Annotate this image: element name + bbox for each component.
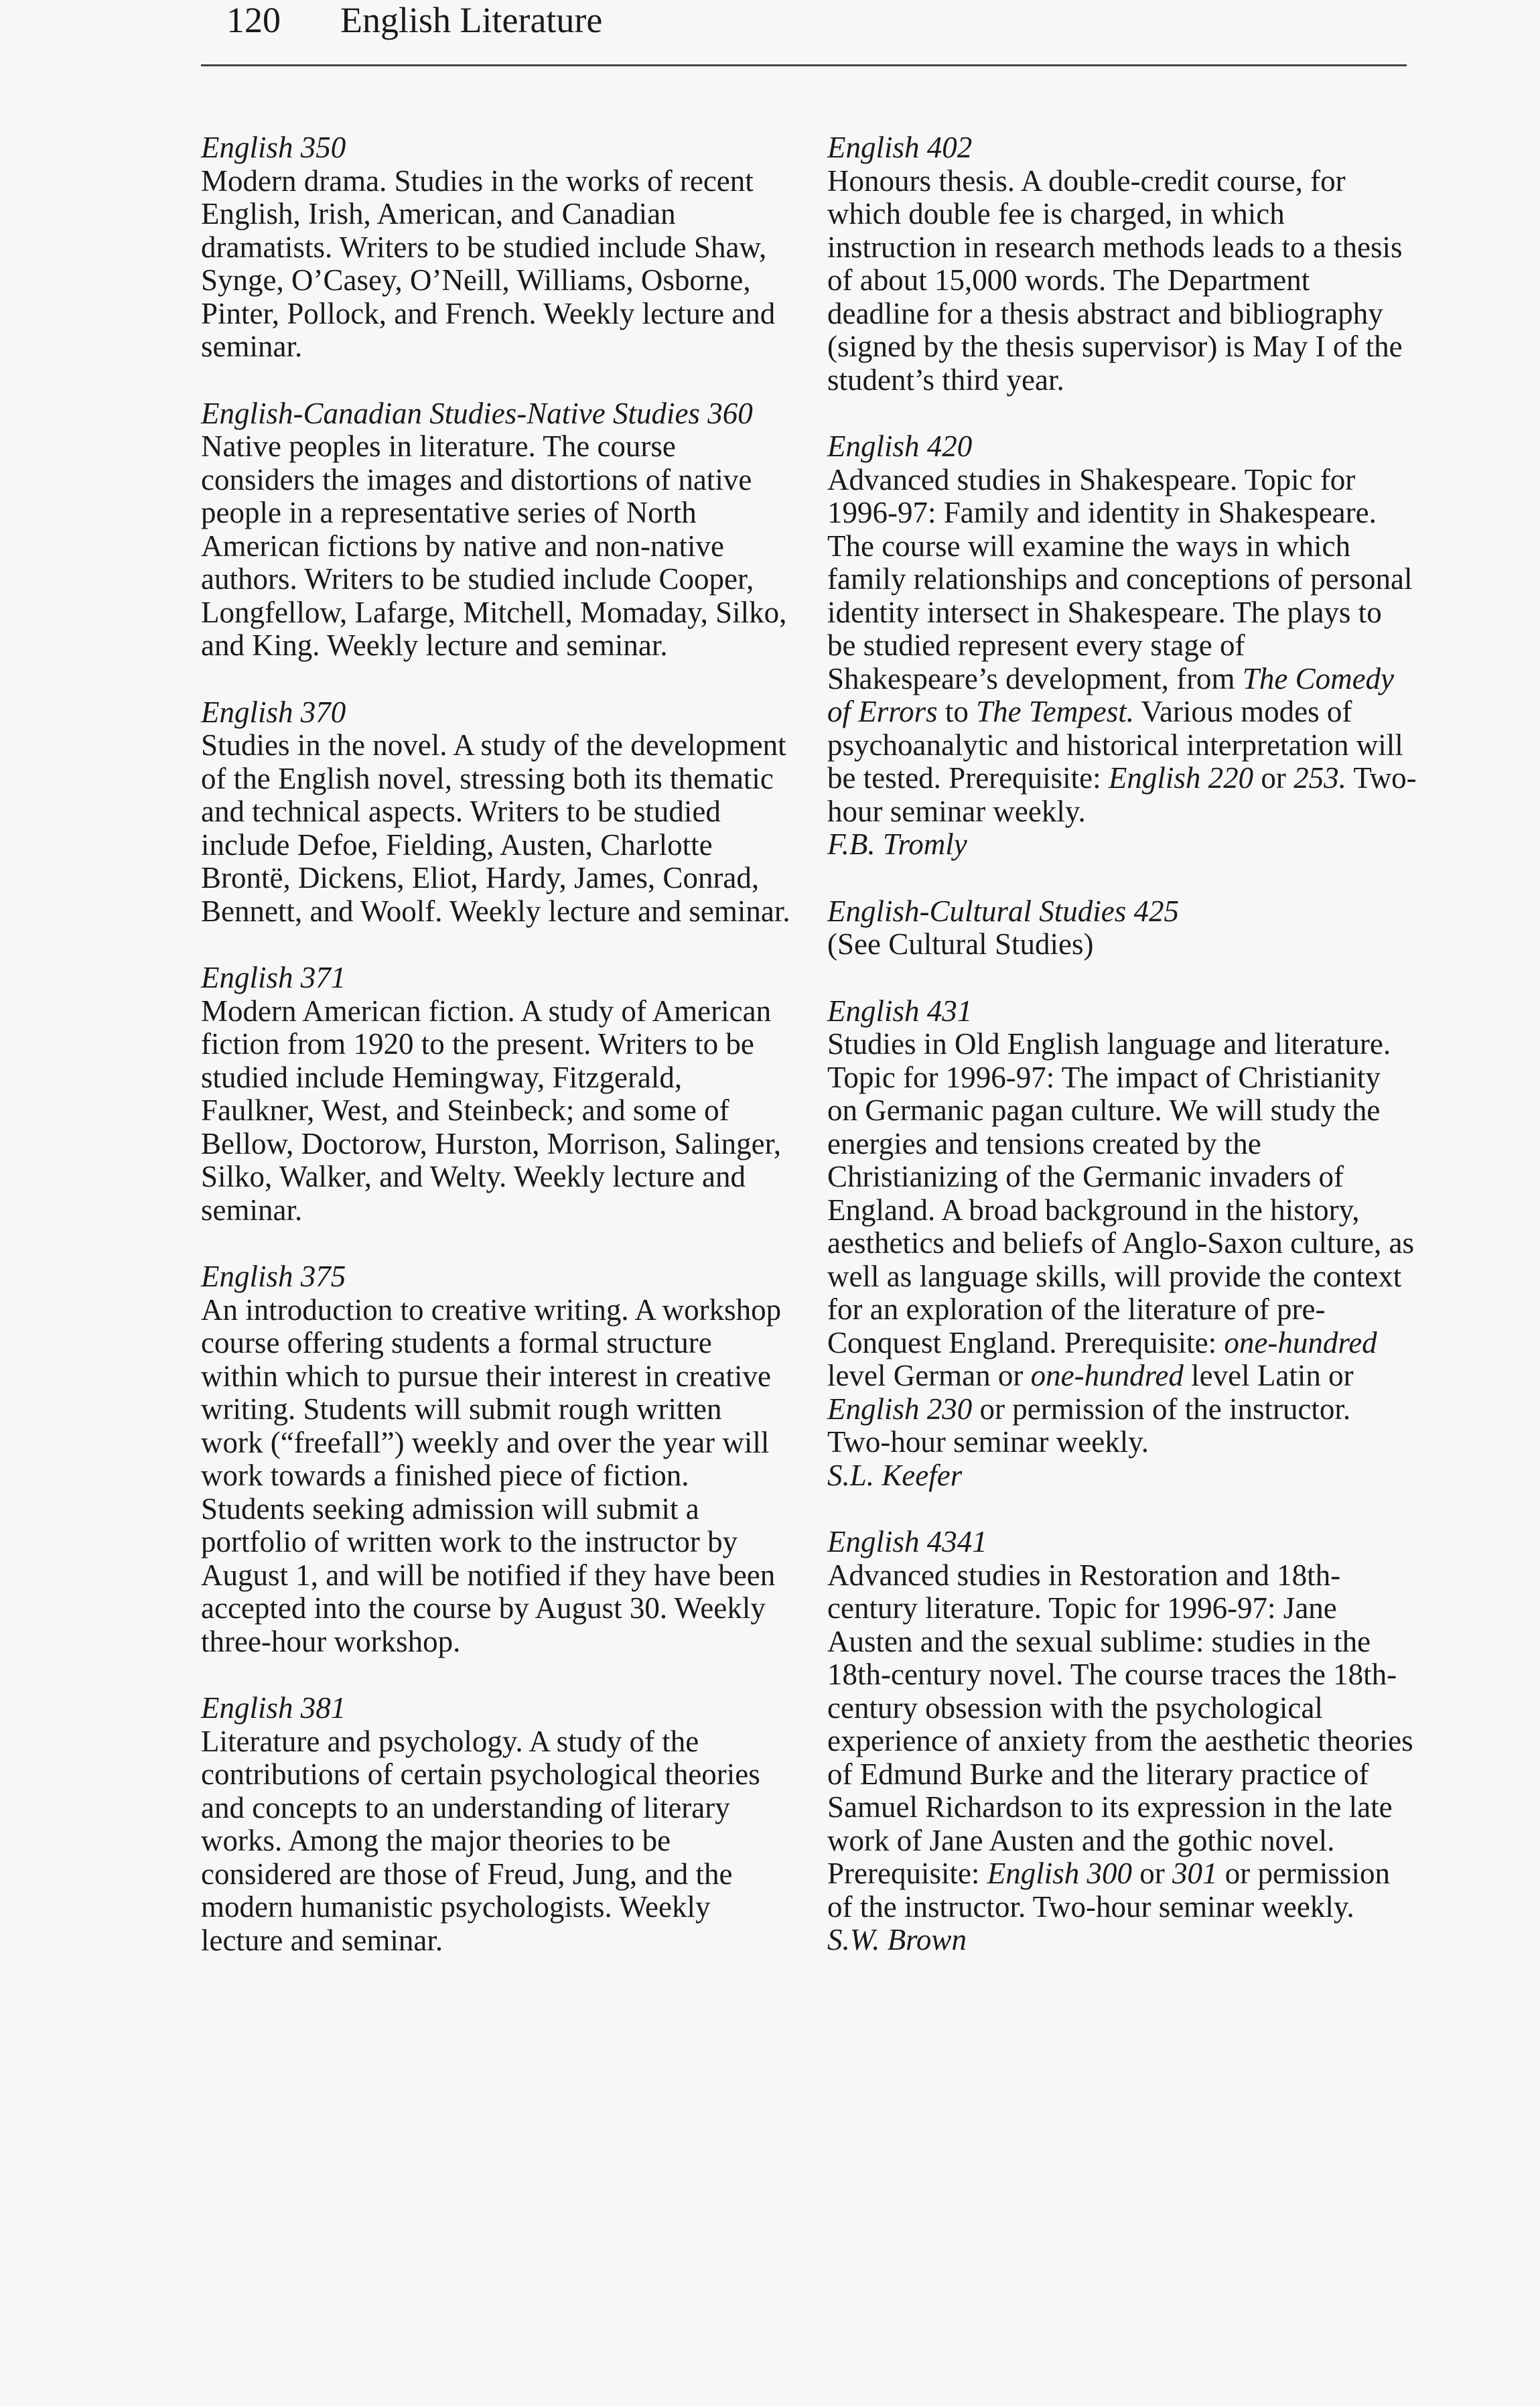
course-instructor: F.B. Tromly (827, 827, 967, 861)
course-english-370 (201, 696, 790, 929)
description-text: level Latin or (1183, 1359, 1354, 1392)
prerequisite-course: English 230 (827, 1392, 973, 1426)
course-english-431 (827, 995, 1417, 1493)
course-title: English-Canadian Studies-Native Studies 360 (201, 396, 753, 430)
description-text: Two-hour seminar weekly. (827, 761, 1417, 828)
description-text: Advanced studies in Restoration and 18th-century literature. Topic for 1996-97: Jane Austen and the sexual sublime: studies in the 18th-century novel. The course traces the 18th-century obsession with the psychological experience of anxiety from the aesthetic theories of Edmund Burke and the literary practice of Samuel Richardson to its expression in the late work of Jane Austen and the gothic novel. Prerequisite: (827, 1558, 1413, 1890)
prerequisite-course: 301 (1172, 1857, 1218, 1890)
course-description: Modern American fiction. A study of American fiction from 1920 to the present. Writers to be studied include Hemingway, Fitzgerald, Faulkner, West, and Steinbeck; and some of Bellow, Doctorow, Hurston, Morrison, Salinger, Silko, Walker, and Welty. Weekly lecture and seminar. (201, 994, 782, 1227)
page-header (201, 0, 1407, 67)
course-description: Native peoples in literature. The course considers the images and distortions of native people in a representative series of North American fictions by native and non-native authors. Writers to be studied include Cooper, Longfellow, Lafarge, Mitchell, Momaday, Silko, and King. Weekly lecture and seminar. (201, 429, 787, 662)
course-description (827, 1028, 1417, 1459)
description-text: Advanced studies in Shakespeare. Topic for 1996-97: Family and identity in Shakespeare. The course will examine the ways in which family relationships and conceptions of personal identity intersect in Shakespeare. The plays to be studied represent every stage of Shakespeare’s development, from (827, 462, 1413, 695)
course-title: English-Cultural Studies 425 (827, 894, 1180, 928)
left-column (201, 131, 790, 1991)
course-english-381 (201, 1692, 790, 1957)
course-english-402 (827, 131, 1417, 397)
description-text: or (1131, 1857, 1172, 1890)
course-title: English 402 (827, 131, 973, 164)
page-number: 120 (226, 0, 281, 40)
level-term: one-hundred (1224, 1325, 1377, 1359)
course-description: Literature and psychology. A study of the contributions of certain psychological theories and concepts to an understanding of literary works. Among the major theories to be considered are those of Freud, Jung, and the modern humanistic psychologists. Weekly lecture and seminar. (201, 1724, 760, 1957)
course-title: English 375 (201, 1260, 346, 1293)
header-rule (201, 64, 1407, 66)
course-description: Modern drama. Studies in the works of recent English, Irish, American, and Canadian dramatists. Writers to be studied include Shaw, Synge, O’Casey, O’Neill, Williams, Osborne, Pinter, Pollock, and French. Weekly lecture and seminar. (201, 163, 776, 363)
running-title: English Literature (340, 0, 603, 40)
level-term: one-hundred (1030, 1359, 1184, 1392)
course-description: (See Cultural Studies) (827, 927, 1094, 961)
course-description: Honours thesis. A double-credit course, for which double fee is charged, in which instruction in research methods leads to a thesis of about 15,000 words. The Department deadline for a thesis abstract and bibliography (signed by the thesis supervisor) is May I of the student’s third year. (827, 163, 1403, 397)
description-text: or permission of the instructor. Two-hour seminar weekly. (827, 1392, 1351, 1459)
prerequisite-course: English 300 (987, 1857, 1132, 1890)
course-title: English 381 (201, 1691, 346, 1725)
description-text: to (937, 695, 977, 728)
description-text: or (1253, 761, 1294, 795)
course-english-375 (201, 1260, 790, 1658)
course-description: An introduction to creative writing. A workshop course offering students a formal structure within which to pursue their interest in creative writing. Students will submit rough written work (“freefall”) weekly and over the year will work towards a finished piece of fiction. Students seeking admission will submit a portfolio of written work to the instructor by August 1, and will be notified if they have been accepted into the course by August 30. Weekly three-hour workshop. (201, 1292, 782, 1658)
course-english-425 (827, 895, 1417, 961)
description-text: Various modes of psychoanalytic and historical interpretation will be tested. Prerequisite: (827, 695, 1403, 795)
course-title: English 371 (201, 961, 346, 994)
course-title: English 370 (201, 695, 346, 729)
course-instructor: S.L. Keefer (827, 1458, 963, 1492)
work-title: The Comedy of Errors (827, 661, 1395, 728)
prerequisite-course: English 220 (1108, 761, 1254, 795)
course-description: Studies in the novel. A study of the development of the English novel, stressing both its thematic and technical aspects. Writers to be studied include Defoe, Fielding, Austen, Charlotte Brontë, Dickens, Eliot, Hardy, James, Conrad, Bennett, and Woolf. Weekly lecture and seminar. (201, 728, 790, 928)
work-title: The Tempest. (976, 695, 1134, 728)
right-column (827, 131, 1417, 1991)
course-title: English 431 (827, 994, 973, 1028)
prerequisite-course: 253. (1293, 761, 1346, 795)
course-english-350 (201, 131, 790, 364)
course-title: English 4341 (827, 1525, 987, 1558)
course-english-420 (827, 430, 1417, 862)
description-text: Studies in Old English language and literature. Topic for 1996-97: The impact of Christianity on Germanic pagan culture. We will study the energies and tensions created by the Christianizing of the Germanic invaders of England. A broad background in the history, aesthetics and beliefs of Anglo-Saxon culture, as well as language skills, will provide the context for an exploration of the literature of pre-Conquest England. Prerequisite: (827, 1027, 1415, 1359)
course-title: English 420 (827, 429, 973, 463)
course-english-360 (201, 397, 790, 663)
course-instructor: S.W. Brown (827, 1923, 967, 1956)
course-title: English 350 (201, 131, 346, 164)
course-english-371 (201, 961, 790, 1227)
description-text: level German or (827, 1359, 1031, 1392)
course-description (827, 1559, 1417, 1924)
course-description (827, 464, 1417, 829)
course-english-4341 (827, 1526, 1417, 1957)
description-text: or permission of the instructor. Two-hour seminar weekly. (827, 1857, 1390, 1924)
